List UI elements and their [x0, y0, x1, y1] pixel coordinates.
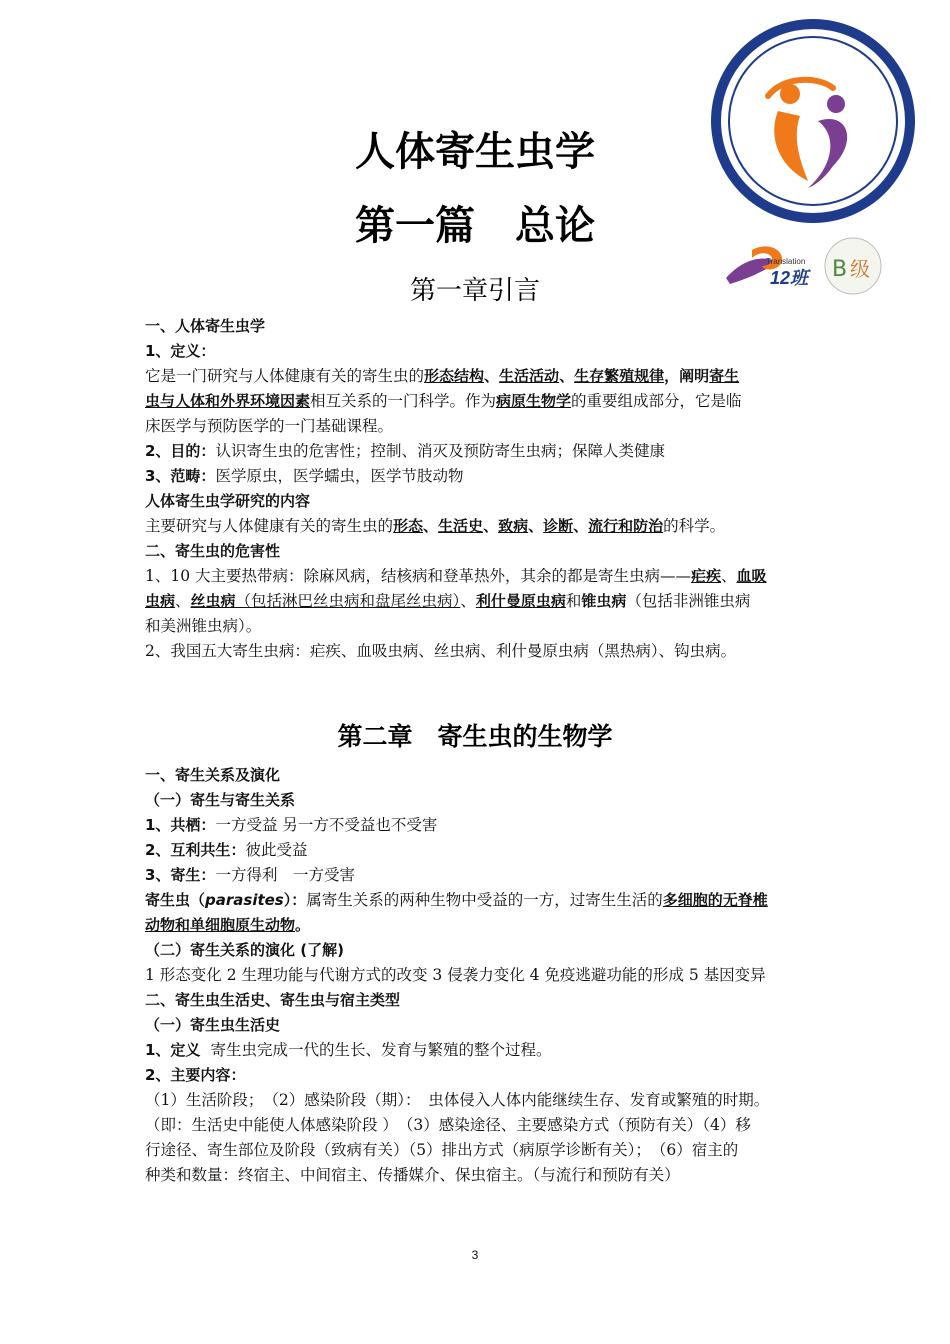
parasite-definition-line-1: 寄生虫（parasites）：属寄生关系的两种生物中受益的一方，过寄生生活的多细胞的无脊椎 — [145, 891, 768, 909]
svg-text:B: B — [832, 257, 848, 282]
main-content-label: 2、主要内容： — [145, 1066, 246, 1084]
page-number: 3 — [471, 1248, 479, 1262]
parasitism-line: 3、寄生：一方得利 一方受害 — [145, 866, 355, 884]
document-title: 人体寄生虫学 — [355, 129, 595, 175]
main-content-line-1: （1）生活阶段； （2）感染阶段（期）： 虫体侵入人体内能继续生存、发育或繁殖的时期。 — [145, 1091, 770, 1109]
section-heading: 一、人体寄生虫学 — [145, 317, 266, 335]
content-heading: 人体寄生虫学研究的内容 — [145, 492, 311, 510]
five-diseases-line: 2、我国五大寄生虫病：疟疾、血吸虫病、丝虫病、利什曼原虫病（黑热病）、钩虫病。 — [145, 642, 737, 660]
main-content-line-3: 行途径、寄生部位及阶段（致病有关）（5）排出方式（病原学诊断有关）； （6）宿主的 — [145, 1141, 739, 1159]
university-seal-logo — [708, 16, 918, 226]
purpose-line: 2、目的：认识寄生虫的危害性；控制、消灭及预防寄生虫病；保障人类健康 — [145, 442, 665, 460]
main-content-line-4: 种类和数量：终宿主、中间宿主、传播媒介、保虫宿主。（与流行和预防有关） — [145, 1166, 680, 1184]
section-heading: 二、寄生虫的危害性 — [145, 542, 281, 560]
definition-label: 1、定义： — [145, 342, 216, 360]
main-content-line-2: （即：生活史中能使人体感染阶段 ） （3）感染途径、主要感染方式（预防有关）（4）移 — [145, 1116, 751, 1134]
diseases-line-1: 1、10 大主要热带病：除麻风病，结核病和登革热外，其余的都是寄生虫病——疟疾、血吸 — [145, 567, 767, 585]
definition-line-1: 它是一门研究与人体健康有关的寄生虫的形态结构、生活活动、生存繁殖规律，阐明寄生 — [145, 367, 740, 385]
content-line: 主要研究与人体健康有关的寄生虫的形态、生活史、致病、诊断、流行和防治的科学。 — [145, 517, 726, 535]
definition-line-3: 床医学与预防医学的一门基础课程。 — [145, 417, 394, 435]
scope-line: 3、范畴：医学原虫，医学蠕虫，医学节肢动物 — [145, 467, 464, 485]
subsection-heading: （一）寄生与寄生关系 — [145, 791, 296, 809]
diseases-line-2: 虫病、丝虫病（包括淋巴丝虫病和盘尾丝虫病）、利什曼原虫病和锥虫病（包括非洲锥虫病 — [145, 592, 751, 610]
commensalism-line: 1、共栖：一方受益 另一方不受益也不受害 — [145, 816, 438, 834]
chapter-1-title: 第一章引言 — [409, 276, 540, 306]
svg-text:Translation: Translation — [766, 257, 806, 266]
evolution-line: 1 形态变化 2 生理功能与代谢方式的改变 3 侵袭力变化 4 免疫逃避功能的形成 5 基因变异 — [145, 966, 766, 984]
section-heading: 一、寄生关系及演化 — [145, 766, 281, 784]
svg-text:12班: 12班 — [770, 268, 809, 288]
definition-line-2: 虫与人体和外界环境因素相互关系的一门科学。作为病原生物学的重要组成部分，它是临 — [145, 392, 742, 410]
section-heading: 二、寄生虫生活史、寄生虫与宿主类型 — [145, 991, 401, 1009]
svg-text:级: 级 — [850, 257, 870, 281]
mutualism-line: 2、互利共生：彼此受益 — [145, 841, 308, 859]
subsection-heading: （二）寄生关系的演化 (了解) — [145, 941, 344, 959]
diseases-line-3: 和美洲锥虫病）。 — [145, 617, 262, 635]
chapter-2-title: 第二章 寄生虫的生物学 — [337, 722, 613, 751]
life-history-definition: 1、定义 寄生虫完成一代的生长、发育与繁殖的整个过程。 — [145, 1041, 552, 1059]
part-title: 第一篇 总论 — [355, 203, 595, 249]
parasite-definition-line-2: 动物和单细胞原生动物。 — [145, 916, 311, 934]
subsection-heading: （一）寄生虫生活史 — [145, 1016, 281, 1034]
